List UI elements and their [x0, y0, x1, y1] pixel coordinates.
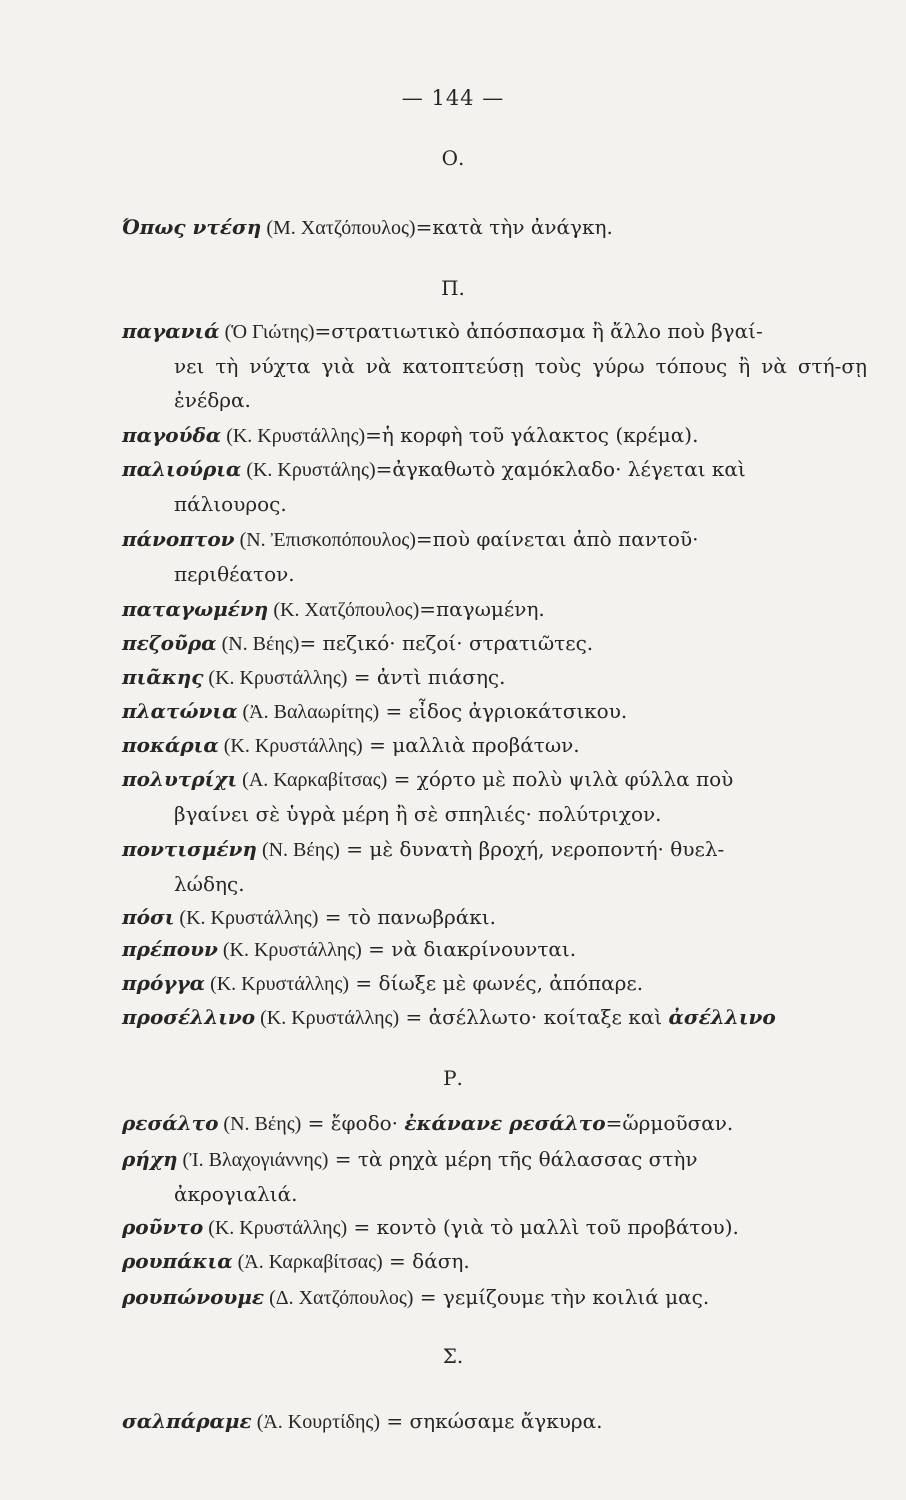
entry-headword: παλιούρια: [122, 457, 242, 481]
section-heading-rho: Ρ.: [443, 1066, 463, 1090]
entry-source: (Ἀ. Κουρτίδης): [251, 1411, 380, 1433]
entry-headword: ποντισμένη: [122, 837, 257, 861]
definition-text: = ἀσέλλωτο· κοίταξε καὶ: [399, 1005, 669, 1029]
entry-continuation: βγαίνει σὲ ὑγρὰ μέρη ἢ σὲ σπηλιές· πολύτριχον.: [174, 802, 662, 826]
entry-panopton: [122, 522, 867, 591]
entry-paliouria: [122, 452, 867, 521]
entry-source: (Ὁ Γιώτης): [219, 321, 315, 343]
entry-resalto: [122, 1106, 867, 1141]
entry-source: (Κ. Κρυστάλλης): [221, 425, 366, 447]
entry-pezoura: [122, 626, 867, 661]
entry-platonia: [122, 694, 867, 729]
entry-source: (Ἀ. Βαλαωρίτης): [237, 701, 380, 723]
entry-source: (Κ. Κρυστάλλης): [218, 735, 363, 757]
entry-headword: ποκάρια: [122, 733, 219, 757]
entry-definition: =ἀγκαθωτὸ χαμόκλαδο· λέγεται καὶ: [375, 457, 746, 481]
entry-prepoun: [122, 932, 867, 967]
entry-source: (Κ. Κρυστάλλης): [205, 973, 350, 995]
entry-continuation: πάλιουρος.: [174, 492, 287, 516]
entry-headword: παγούδα: [122, 423, 222, 447]
entry-rounto: [122, 1210, 867, 1245]
entry-headword: ροῦντο: [122, 1215, 204, 1239]
entry-definition: = τὰ ρηχὰ μέρη τῆς θάλασσας στὴν: [328, 1147, 698, 1171]
entry-headword: προσέλλινο: [122, 1005, 256, 1029]
entry-headword: παταγωμένη: [122, 597, 269, 621]
entry-source: (Μ. Χατζόπουλος): [261, 217, 416, 239]
entry-pagouda: [122, 418, 867, 453]
entry-pagania: [122, 314, 867, 417]
entry-salparame: [122, 1404, 867, 1439]
entry-pontismeni: [122, 832, 867, 901]
entry-source: (Ν. Βέης): [256, 839, 340, 861]
entry-definition: =στρατιωτικὸ ἀπόσπασμα ἢ ἄλλο ποὺ βγαί-: [314, 319, 763, 343]
entry-posi: [122, 900, 867, 935]
entry-headword: πιᾶκης: [122, 665, 204, 689]
entry-headword: παγανιά: [122, 319, 220, 343]
entry-roupakia: [122, 1244, 867, 1279]
entry-definition: = πεζικό· πεζοί· στρατιῶτες.: [299, 631, 594, 655]
entry-source: (Κ. Κρυστάλλης): [203, 667, 348, 689]
entry-headword: πρέπουν: [122, 937, 218, 961]
entry-headword: ρουπάκια: [122, 1249, 233, 1273]
entry-headword: πεζοῦρα: [122, 631, 217, 655]
entry-headword: Όπως ντέση: [122, 215, 262, 239]
entry-headword: ρουπώνουμε: [122, 1285, 265, 1309]
entry-source: (Κ. Κρυστάλλης): [255, 1007, 400, 1029]
entry-source: (Κ. Κρυστάλλης): [174, 907, 319, 929]
entry-definition: = χόρτο μὲ πολὺ ψιλὰ φύλλα ποὺ: [387, 767, 734, 791]
entry-definition: = μαλλιὰ προβάτων.: [362, 733, 580, 757]
entry-source: (Ἰ. Βλαχογιάννης): [177, 1149, 329, 1171]
entry-source: (Δ. Χατζόπουλος): [264, 1287, 414, 1309]
entry-pokaria: [122, 728, 867, 763]
section-heading-omicron: Ο.: [441, 146, 465, 170]
entry-polytrichi: [122, 762, 867, 831]
entry-continuation: ἀκρογιαλιά.: [174, 1182, 298, 1206]
entry-headword: ρήχη: [122, 1147, 178, 1171]
entry-definition: =παγωμένη.: [419, 597, 545, 621]
entry-definition: = δίωξε μὲ φωνές, ἀπόπαρε.: [349, 971, 644, 995]
entry-roupononoume: [122, 1280, 867, 1315]
entry-headword: ρεσάλτο: [122, 1111, 219, 1135]
entry-definition: = νὰ διακρίνουνται.: [361, 937, 577, 961]
entry-definition: [301, 1111, 733, 1135]
entry-definition: = εἶδος ἀγριοκάτσικου.: [379, 699, 628, 723]
entry-source: (Ν. Ἐπισκοπόπουλος): [234, 529, 416, 551]
entry-headword: σαλπάραμε: [122, 1409, 252, 1433]
definition-emphasis: ἀσέλλινο: [668, 1005, 776, 1029]
entry-piakis: [122, 660, 867, 695]
entry-headword: πολυτρίχι: [122, 767, 238, 791]
entry-headword: πόσι: [122, 905, 175, 929]
definition-tail: =ὥρμοῦσαν.: [605, 1111, 734, 1135]
entry-source: (Ἀ. Καρκαβίτσας): [232, 1251, 383, 1273]
entry-continuation: νει τὴ νύχτα γιὰ νὰ κατοπτεύσῃ τοὺς γύρω τόπους ἢ νὰ στή-σῃ ἐνέδρα.: [174, 354, 867, 412]
entry-continuation: λώδης.: [174, 872, 245, 896]
entry-definition: = τὸ πανωβράκι.: [318, 905, 496, 929]
entry-richi: [122, 1142, 867, 1211]
entry-prosellino: [122, 1000, 867, 1035]
entry-source: (Α. Καρκαβίτσας): [237, 769, 388, 791]
entry-definition: [399, 1005, 776, 1029]
entry-source: (Κ. Κρυστάλλης): [217, 939, 362, 961]
definition-text: = ἔφοδο·: [301, 1111, 405, 1135]
entry-headword: πάνοπτον: [122, 527, 235, 551]
entry-definition: =ἡ κορφὴ τοῦ γάλακτος (κρέμα).: [365, 423, 699, 447]
entry-definition: = γεμίζουμε τὴν κοιλιά μας.: [413, 1285, 710, 1309]
section-heading-pi: Π.: [441, 276, 465, 300]
entry-source: (Ν. Βέης): [216, 633, 300, 655]
entry-patagomeni: [122, 592, 867, 627]
entry-definition: =κατὰ τὴν ἀνάγκη.: [415, 215, 613, 239]
entry-definition: = ἀντὶ πιάσης.: [347, 665, 506, 689]
entry-source: (Κ. Χατζόπουλος): [268, 599, 420, 621]
entry-definition: = σηκώσαμε ἄγκυρα.: [380, 1409, 603, 1433]
entry-continuation: περιθέατον.: [174, 562, 295, 586]
entry-source: (Ν. Βέης): [218, 1113, 302, 1135]
entry-headword: πλατώνια: [122, 699, 238, 723]
entry-headword: πρόγγα: [122, 971, 206, 995]
entry-source: (Κ. Κρυστάλλης): [203, 1217, 348, 1239]
entry-progga: [122, 966, 867, 1001]
entry-definition: =ποὺ φαίνεται ἀπὸ παντοῦ·: [415, 527, 699, 551]
entry-definition: = δάση.: [382, 1249, 470, 1273]
entry-definition: = μὲ δυνατὴ βροχή, νεροποντή· θυελ-: [339, 837, 725, 861]
page-number: — 144 —: [401, 86, 505, 110]
definition-emphasis: ἐκάνανε ρεσάλτο: [404, 1111, 606, 1135]
entry-definition: = κοντὸ (γιὰ τὸ μαλλὶ τοῦ προβάτου).: [347, 1215, 739, 1239]
section-heading-sigma: Σ.: [442, 1344, 464, 1368]
entry-source: (Κ. Κρυστάλης): [241, 459, 376, 481]
entry-opos-ntesi: [122, 210, 867, 245]
